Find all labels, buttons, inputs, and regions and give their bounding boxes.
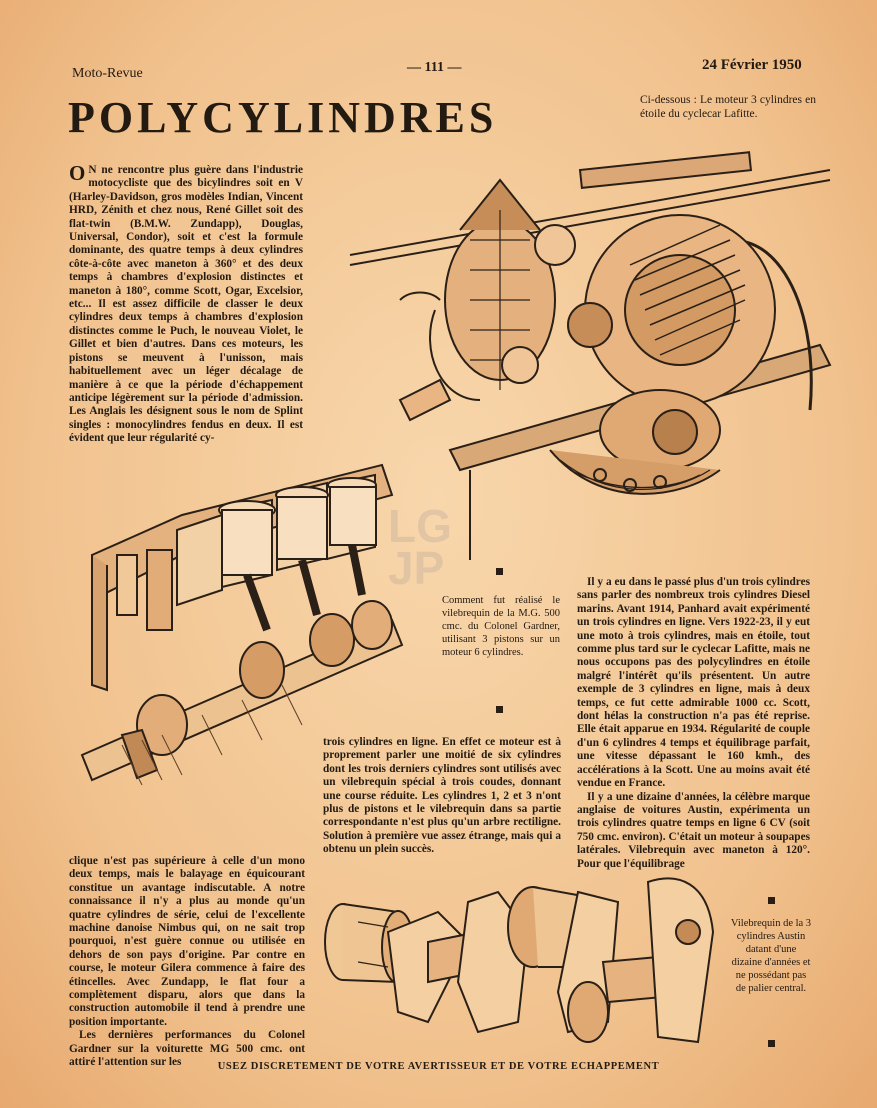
page-title: POLYCYLINDRES — [68, 93, 498, 142]
article-col3-para-1: Il y a eu dans le passé plus d'un trois cylindres sans parler des nombreux trois cylindres Diesel marins. Avant 1914, Panhard avait expérimenté un trois cylindres en ligne. Vers 1922-23, il y eut une moto à trois cylindres, mais en étoile, tout comme plus tard sur le cyclecar Lafitte, mais ne nous occupons pas des polycylindres en étoile malgré l'intérêt qu'ils présentent. Un autre exemple de 3 cylindres en ligne, mais à deux temps, ce fut cette admirable 1000 cc. Scott, dont hélas la construction n'a pas été reprise. Elle était apparue en 1934. Régularité de couple d'un 6 cylindres 4 temps et équilibrage parfait, une vitesse dépassant le 160 kmh., des accélérations à la Scott. Une au moins avait été vendue en France. — [577, 576, 810, 790]
caption-bullet-icon — [768, 1040, 775, 1047]
caption-middle: Comment fut réalisé le vilebrequin de la M.G. 500 cmc. du Colonel Gardner, utilisant 3 pistons sur un moteur 6 cylindres. — [442, 595, 560, 658]
article-col3-para-2: Il y a une dizaine d'années, la célèbre marque anglaise de voitures Austin, expérimenta un trois cylindres quatre temps en ligne 6 CV (soit 750 cmc. environ). C'était un moteur à soupapes latérales. Vilebrequin avec maneton à 120°. Pour que l'équilibrage — [577, 790, 810, 870]
caption-bottom-right: Vilebrequin de la 3 cylindres Austin datant d'une dizaine d'années et ne possédant pas de palier central. — [730, 918, 812, 994]
article-col1-para-2: Les dernières performances du Colonel Gardner sur la voiturette MG 500 cmc. ont attiré l'attention sur les — [69, 1029, 305, 1069]
publication-name: Moto-Revue — [72, 66, 143, 81]
article-col3 — [577, 576, 810, 871]
footer-slogan: USEZ DISCRETEMENT DE VOTRE AVERTISSEUR ET DE VOTRE ECHAPPEMENT — [217, 1061, 660, 1072]
article-para-1: N ne rencontre plus guère dans l'industrie motocycliste que des bicylindres soit en V (Harley-Davidson, gros modèles Indian, Vincent HRD, Zénith et chez nous, René Gillet soit des flat-twin (B.M.W. Zundapp), Douglas, Universal, Condor), soit et c'est la formule dominante, des quatre temps à deux cylindres côte-à-côte avec maneton à 360° et des deux temps à chambres d'explosion distinctes et maneton à 180°, comme Scott, Ogar, Excelsior, etc... Il est assez difficile de classer le deux cylindres deux temps à chambres d'explosion distinctes comme le Puch, le nouveau Violet, le Gillet et bien d'autres. Dans ces moteurs, les pistons se meuvent à l'unisson, mais habituellement avec un léger décalage de manière à ce que la période d'échappement anticipe légèrement sur la période d'admission. Les Anglais les désignent sous le nom de Splint singles : monocylindres fendus en deux. Il est évident que leur régularité cy- — [69, 164, 303, 445]
page-number: — 111 — — [407, 60, 462, 75]
article-col1-cont: clique n'est pas supérieure à celle d'un mono deux temps, mais le balayage en équicourant constitue un avantage indiscutable. A notre connaissance il n'y a plus au monde qu'un quatre cylindres de série, celui de l'excellente machine danoise Nimbus qui, on ne sait trop pourquoi, n'est guère connue ou utilisée en dehors de son pays d'origine. Par contre en course, le moteur Gilera commence à faire des étincelles. Avec Zundapp, le flat four a complètement disparu, alors que dans la construction automobile il tend à prendre une position importante. — [69, 855, 305, 1028]
watermark: LG JP — [388, 500, 452, 594]
caption-bullet-icon — [768, 897, 775, 904]
article-col1-top — [69, 161, 303, 446]
article-col2-para: trois cylindres en ligne. En effet ce moteur est à proprement parler une moitié de six cylindres dont les trois derniers cylindres sont utilisés avec un vilebrequin spécial à trois coudes, donnant une course réduite. Les cylindres 1, 2 et 3 n'ont plus de pistons et le vilebrequin dans sa partie correspondante n'est plus qu'un arbre rectiligne. Solution à première vue assez étrange, mais qui a obtenu un plein succès. — [323, 736, 561, 856]
article-col1-bottom — [69, 855, 305, 1070]
austin-crankshaft-illustration — [318, 872, 728, 1052]
dropcap: O — [69, 161, 86, 185]
caption-bullet-icon — [496, 568, 503, 575]
caption-top-right: Ci-dessous : Le moteur 3 cylindres en étoile du cyclecar Lafitte. — [640, 94, 816, 120]
issue-date: 24 Février 1950 — [702, 57, 802, 73]
caption-bullet-icon — [496, 706, 503, 713]
article-col2 — [323, 736, 561, 857]
